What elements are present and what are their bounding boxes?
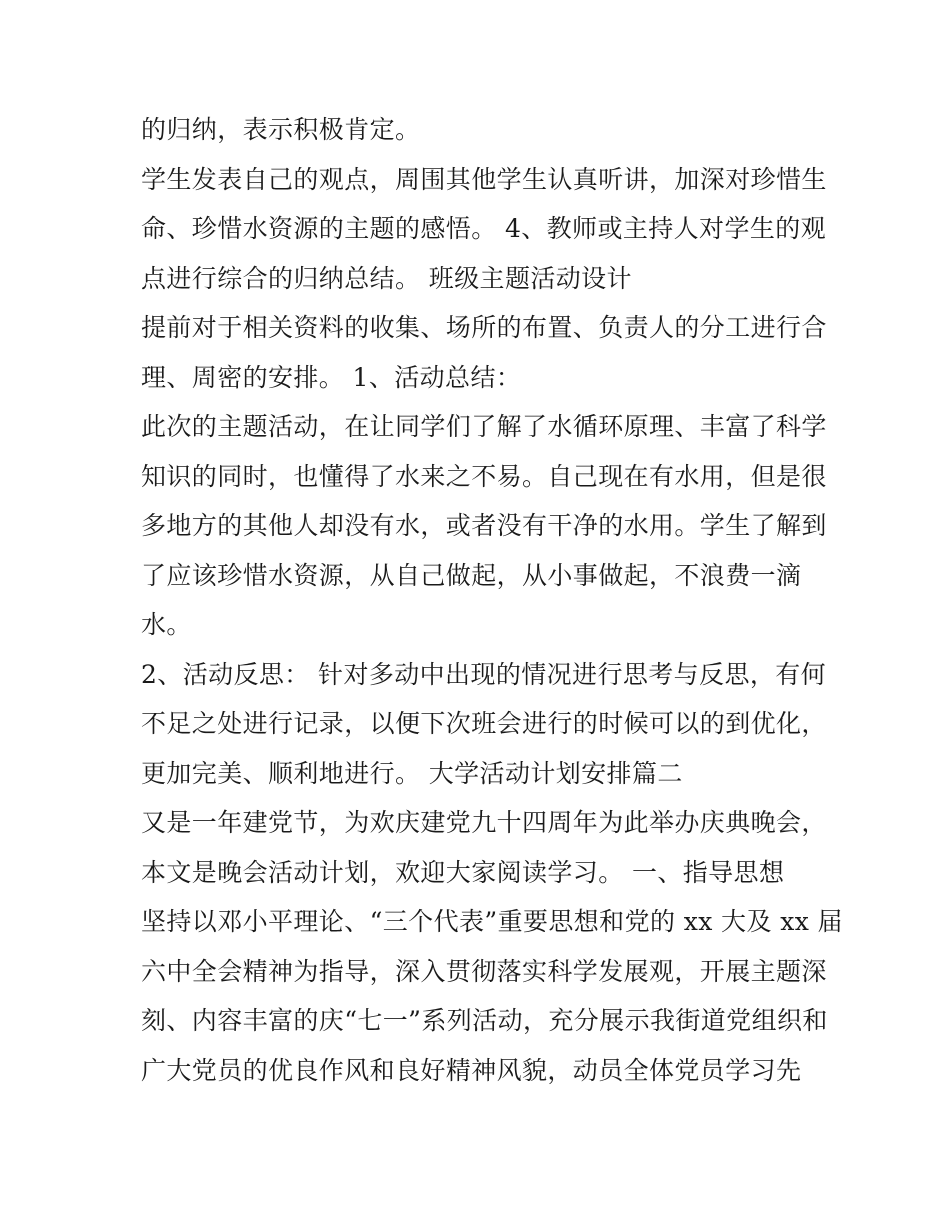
text-line-5: 提前对于相关资料的收集、场所的布置、负责人的分工进行合 [141,313,827,342]
text-line-1: 的归纳，表示积极肯定。 [141,115,421,144]
text-line-17: 坚持以邓小平理论、“三个代表”重要思想和党的 xx 大及 xx 届 [141,907,843,936]
document-body [141,105,841,1095]
text-line-11: 水。 [141,610,192,639]
text-line-7: 此次的主题活动，在让同学们了解了水循环原理、丰富了科学 [141,412,827,441]
text-line-2: 学生发表自己的观点，周围其他学生认真听讲，加深对珍惜生 [141,164,827,194]
text-line-3: 命、珍惜水资源的主题的感悟。 4、教师或主持人对学生的观 [141,214,827,243]
text-line-20: 广大党员的优良作风和良好精神风貌，动员全体党员学习先 [141,1055,802,1085]
text-line-14: 更加完美、顺利地进行。 大学活动计划安排篇二 [141,758,683,788]
text-line-12: 2、活动反思： 针对多动中出现的情况进行思考与反思，有何 [141,659,827,689]
text-line-19: 刻、内容丰富的庆“七一”系列活动，充分展示我街道党组织和 [141,1006,828,1035]
text-line-4: 点进行综合的归纳总结。 班级主题活动设计 [141,263,632,293]
text-line-15: 又是一年建党节，为欢庆建党九十四周年为此举办庆典晚会， [141,808,827,837]
text-line-6: 理、周密的安排。 1、活动总结： [141,362,522,392]
text-line-13: 不足之处进行记录，以便下次班会进行的时候可以的到优化， [141,709,827,738]
text-line-16: 本文是晚会活动计划，欢迎大家阅读学习。 一、指导思想 [141,857,785,887]
text-line-10: 了应该珍惜水资源，从自己做起，从小事做起，不浪费一滴 [141,560,802,590]
text-line-18: 六中全会精神为指导，深入贯彻落实科学发展观，开展主题深 [141,956,827,986]
text-line-9: 多地方的其他人却没有水，或者没有干净的水用。学生了解到 [141,511,827,540]
text-line-8: 知识的同时，也懂得了水来之不易。自己现在有水用，但是很 [141,461,827,491]
